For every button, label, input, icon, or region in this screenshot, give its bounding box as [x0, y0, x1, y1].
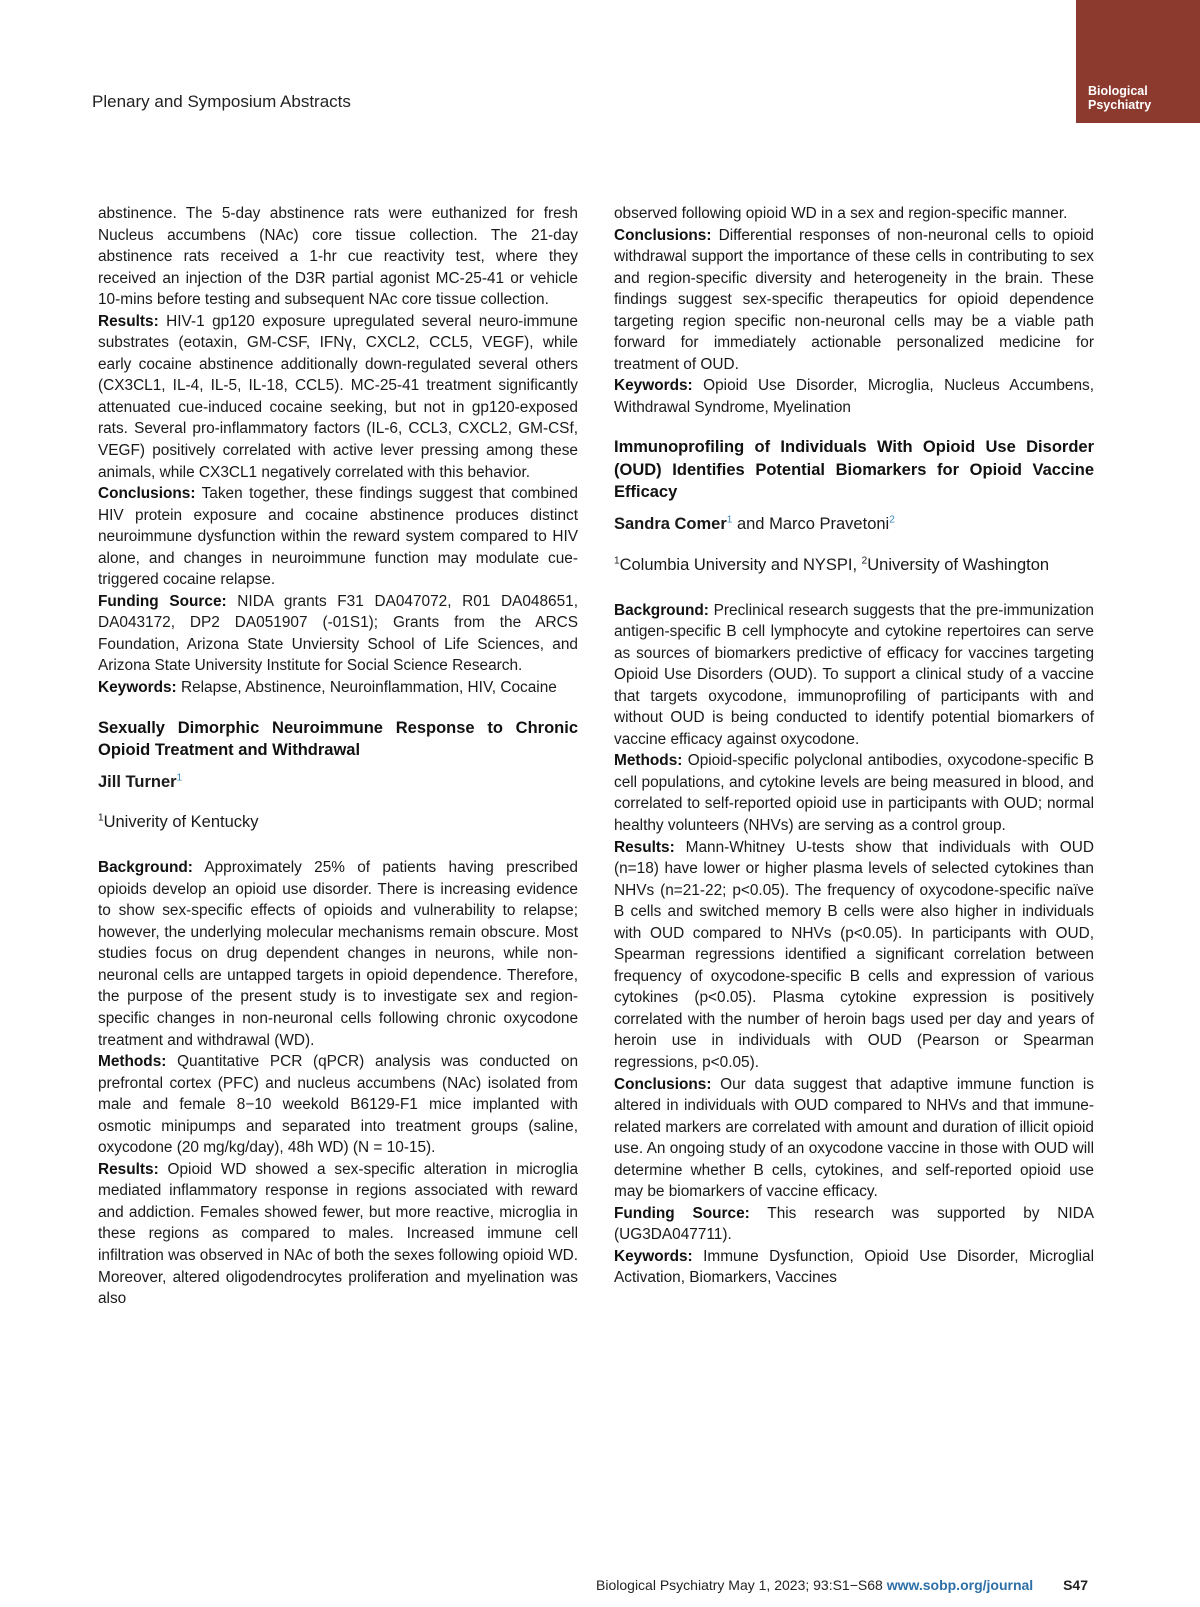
conclusions-label: Conclusions: [98, 485, 196, 503]
journal-url-link[interactable]: www.sobp.org/journal [886, 1577, 1034, 1593]
background-label: Background: [614, 601, 709, 619]
funding-text: This research was supported by NIDA (UG3DA047711). [614, 1204, 1095, 1244]
keywords-paragraph [98, 677, 578, 699]
results-label: Results: [98, 1160, 159, 1178]
funding-label: Funding Source: [98, 592, 227, 610]
affiliation-superscript: 1 [614, 555, 620, 567]
conclusions-paragraph [614, 1074, 1094, 1203]
article-title: Sexually Dimorphic Neuroimmune Response to Chronic Opioid Treatment and Withdrawal [98, 718, 578, 760]
footer-citation: Biological Psychiatry May 1, 2023; 93:S1−S68 [596, 1577, 883, 1593]
keywords-label: Keywords: [614, 377, 693, 395]
author-name: Sandra Comer [614, 514, 727, 533]
affiliation-text: University of Washington [867, 555, 1050, 574]
journal-name-line2: Psychiatry [1088, 98, 1152, 112]
results-paragraph [98, 311, 578, 483]
funding-paragraph [614, 1203, 1094, 1246]
background-text: Preclinical research suggests that the pre-immunization antigen-specific B cell lymphocyte and cytokine repertoires can serve as sources of biomarkers predictive of efficacy for vaccines targeting Opioid Use Disorders (OUD). To support a clinical study of a vaccine that targets oxycodone, immunoprofiling of participants with and without OUD is being conducted to identify potential biomarkers of vaccine efficacy against oxycodone. [614, 601, 1094, 748]
affiliation [614, 554, 1094, 576]
author-superscript: 2 [889, 514, 895, 526]
author-superscript: 1 [176, 772, 183, 784]
author-line [98, 772, 578, 794]
results-text: HIV-1 gp120 exposure upregulated several neuro-immune substrates (eotaxin, GM-CSF, IFNγ, CXCL2, CCL5, VEGF), while early cocaine abstinence additionally down-regulated several others (CX3CL1, IL-4, IL-5, IL-18, CCL5). MC-25-41 treatment significantly attenuated cue-induced cocaine seeking, but not in gp120-exposed rats. Several pro-inflammatory factors (IL-6, CCL3, CXCL2, GM-CSf, VEGF) positively correlated with active lever pressing among these animals, while CX3CL1 negatively correlated with this behavior. [98, 312, 578, 481]
background-paragraph [98, 857, 578, 1051]
methods-paragraph [98, 1051, 578, 1159]
left-column [98, 203, 578, 1310]
conclusions-paragraph [614, 225, 1094, 376]
affiliation-superscript: 1 [98, 812, 104, 824]
affiliation-text: Columbia University and NYSPI, [619, 555, 858, 574]
background-text: Approximately 25% of patients having prescribed opioids develop an opioid use disorder. There is increasing evidence to show sex-specific effects of opioids and vulnerability to relapse; however, the underlying molecular mechanisms remain obscure. Most studies focus on drug dependent changes in neurons, while non-neuronal cells are untapped targets in opioid dependence. Therefore, the purpose of the present study is to investigate sex and region-specific changes in non-neuronal cells following chronic oxycodone treatment and withdrawal (WD). [98, 859, 578, 1049]
author-superscript: 1 [726, 514, 733, 526]
keywords-text: Relapse, Abstinence, Neuroinflammation, HIV, Cocaine [180, 679, 557, 697]
author-line [614, 514, 1094, 536]
funding-paragraph [98, 591, 578, 677]
conclusions-text: Differential responses of non-neuronal cells to opioid withdrawal support the importance of these cells in contributing to sex and region-specific diversity and heterogeneity in the brain. These findings suggest sex-specific therapeutics for opioid dependence targeting region specific non-neuronal cells may be a viable path forward for immediately actionable personalized medicine for treatment of OUD. [614, 226, 1094, 373]
results-label: Results: [98, 312, 159, 330]
methods-paragraph [614, 750, 1094, 836]
conclusions-text: Taken together, these findings suggest that combined HIV protein exposure and cocaine abstinence produces distinct neuroimmune dysfunction within the reward system compared to HIV alone, and changes in neuroimmune function may modulate cue-triggered cocaine relapse. [98, 485, 578, 589]
conclusions-text: Our data suggest that adaptive immune function is altered in individuals with OUD compared to NHVs and that immune-related markers are correlated with amount and duration of illicit opioid use. An ongoing study of an oxycodone vaccine in those with OUD will determine whether B cells, cytokines, and self-reported opioid use may be biomarkers of vaccine efficacy. [614, 1075, 1094, 1201]
background-label: Background: [98, 859, 193, 877]
author-name: Jill Turner [98, 772, 177, 791]
journal-tab [1076, 0, 1200, 123]
affiliation [98, 811, 578, 833]
background-paragraph [614, 600, 1094, 751]
results-paragraph [614, 837, 1094, 1074]
methods-label: Methods: [614, 752, 683, 770]
methods-label: Methods: [98, 1053, 167, 1071]
results-text: Mann-Whitney U-tests show that individuals with OUD (n=18) have lower or higher plasma levels of selected cytokines than NHVs (n=21-22; p<0.05). The frequency of oxycodone-specific naïve B cells and switched memory B cells were also higher in individuals with OUD compared to NHVs (p<0.05). In participants with OUD, Spearman regressions identified a significant correlation between frequency of oxycodone-specific B cells and expression of various cytokines (p<0.05). Plasma cytokine expression is positively correlated with the number of heroin bags used per day and years of heroin use in individuals with OUD (Pearson or Spearman regressions, p<0.05). [614, 838, 1095, 1071]
keywords-text: Opioid Use Disorder, Microglia, Nucleus Accumbens, Withdrawal Syndrome, Myelination [614, 377, 1094, 416]
author-name: Marco Pravetoni [769, 514, 890, 533]
conclusions-label: Conclusions: [614, 226, 712, 244]
paragraph-continued: abstinence. The 5-day abstinence rats were euthanized for fresh Nucleus accumbens (NAc) core tissue collection. The 21-day abstinence rats received a 1-hr cue reactivity test, where they received an injection of the D3R partial agonist MC-25-41 or vehicle 10-mins before testing and subsequent NAc core tissue collection. [98, 205, 578, 309]
affiliation-text: Univerity of Kentucky [103, 813, 259, 832]
paragraph-continued: observed following opioid WD in a sex and region-specific manner. [614, 205, 1068, 222]
page-number: S47 [1063, 1577, 1088, 1593]
right-column [614, 203, 1094, 1289]
funding-text: NIDA grants F31 DA047072, R01 DA048651, DA043172, DP2 DA051907 (-01S1); Grants from the ARCS Foundation, Arizona State Unviersity School of Life Sciences, and Arizona State University Institute for Social Science Research. [98, 592, 579, 675]
keywords-label: Keywords: [98, 679, 177, 697]
conclusions-paragraph [98, 483, 578, 591]
results-label: Results: [614, 838, 675, 856]
keywords-paragraph [614, 375, 1094, 418]
methods-text: Quantitative PCR (qPCR) analysis was conducted on prefrontal cortex (PFC) and nucleus accumbens (NAc) isolated from male and female 8−10 weekold B6129-F1 mice implanted with osmotic minipumps and separated into treatment groups (saline, oxycodone (20 mg/kg/day), 48h WD) (N = 10-15). [98, 1053, 579, 1157]
affiliation-superscript: 2 [861, 555, 868, 567]
keywords-label: Keywords: [614, 1247, 693, 1265]
running-head: Plenary and Symposium Abstracts [92, 92, 351, 111]
article-title: Immunoprofiling of Individuals With Opioid Use Disorder (OUD) Identifies Potential Biomarkers for Opioid Vaccine Efficacy [614, 438, 1094, 502]
keywords-text: Immune Dysfunction, Opioid Use Disorder, Microglial Activation, Biomarkers, Vaccines [614, 1247, 1094, 1287]
conclusions-label: Conclusions: [614, 1075, 712, 1093]
results-text: Opioid WD showed a sex-specific alteration in microglia mediated inflammatory response in regions associated with reward and addiction. Females showed fewer, but more reactive, microglia in these regions as compared to males. Increased immune cell infiltration was observed in NAc of both the sexes following opioid WD. Moreover, altered oligodendrocytes proliferation and myelination was also [98, 1160, 579, 1308]
funding-label: Funding Source: [614, 1204, 750, 1222]
author-conjunction: and [736, 514, 765, 533]
keywords-paragraph [614, 1246, 1094, 1289]
page-footer [596, 1577, 1088, 1593]
journal-name-line1: Biological [1088, 84, 1148, 98]
results-paragraph [98, 1159, 578, 1310]
methods-text: Opioid-specific polyclonal antibodies, oxycodone-specific B cell populations, and cytokine levels are being measured in blood, and correlated to self-reported opioid use in participants with OUD; normal healthy volunteers (NHVs) are serving as a control group. [614, 752, 1094, 834]
